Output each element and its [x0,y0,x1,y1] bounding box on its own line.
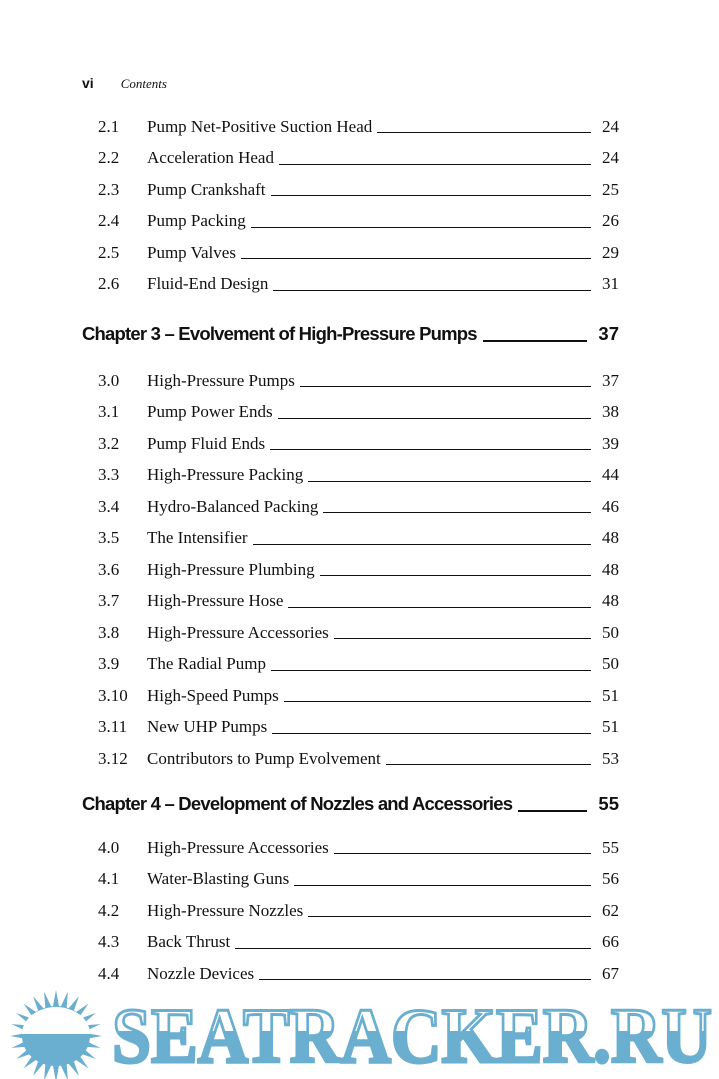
section-number: 4.3 [98,932,120,952]
section-page: 39 [602,433,619,453]
section-list [98,832,619,990]
section-number: 4.0 [98,837,120,857]
section-number: 3.9 [98,654,120,674]
toc-entry[interactable] [98,832,619,864]
section-page: 24 [602,116,619,136]
section-page: 50 [602,622,619,642]
leader-line [284,701,591,702]
leader-line [334,638,591,639]
section-page: 31 [602,274,619,294]
toc-entry[interactable] [98,460,619,492]
section-number: 4.1 [98,869,120,889]
section-title: High-Pressure Nozzles [147,900,304,920]
section-page: 55 [602,837,619,857]
section-title: Nozzle Devices [147,963,255,983]
chapter-title: Chapter 4 – Development of Nozzles and Accessories [82,793,513,814]
section-number: 4.4 [98,963,120,983]
section-number: 3.4 [98,496,120,516]
toc-entry[interactable] [98,649,619,681]
section-title: High-Pressure Accessories [147,622,329,642]
section-title: The Radial Pump [147,654,266,674]
leader-line [483,340,587,342]
toc-entry[interactable] [98,958,619,990]
section-page: 48 [602,559,619,579]
section-number: 3.12 [98,748,128,768]
section-title: Pump Valves [147,242,236,262]
section-title: Pump Power Ends [147,402,273,422]
section-title: High-Pressure Pumps [147,370,295,390]
leader-line [377,132,591,133]
toc-entry[interactable] [98,617,619,649]
section-page: 29 [602,242,619,262]
section-title: Pump Net-Positive Suction Head [147,116,373,136]
leader-line [271,670,591,671]
sun-icon [10,990,102,1079]
chapter-page: 37 [598,323,619,344]
running-header [82,75,167,92]
leader-line [279,164,591,165]
toc-entry[interactable] [98,111,619,143]
section-number: 4.2 [98,900,120,920]
section-number: 3.2 [98,433,120,453]
toc-entry[interactable] [98,554,619,586]
section-number: 2.5 [98,242,120,262]
section-title: Hydro-Balanced Packing [147,496,319,516]
section-number: 2.6 [98,274,120,294]
section-title: New UHP Pumps [147,717,268,737]
leader-line [518,810,587,812]
watermark-text: SEATRACKER.RU [112,992,712,1079]
section-page: 53 [602,748,619,768]
toc-entry[interactable] [98,397,619,429]
leader-line [241,258,591,259]
section-number: 2.3 [98,179,120,199]
leader-line [294,885,591,886]
leader-line [259,979,591,980]
section-number: 3.1 [98,402,120,422]
toc-entry[interactable] [98,680,619,712]
section-page: 48 [602,528,619,548]
leader-line [272,733,591,734]
section-page: 66 [602,932,619,952]
section-title: Pump Crankshaft [147,179,266,199]
section-page: 46 [602,496,619,516]
chapter-page: 55 [598,793,619,814]
toc-entry[interactable] [98,864,619,896]
section-number: 2.1 [98,116,120,136]
section-title: Water-Blasting Guns [147,869,290,889]
section-page: 24 [602,148,619,168]
section-page: 67 [602,963,619,983]
chapter-title: Chapter 3 – Evolvement of High-Pressure Pumps [82,323,477,344]
toc-entry[interactable] [98,586,619,618]
section-page: 50 [602,654,619,674]
leader-line [386,764,591,765]
section-title: Pump Packing [147,211,246,231]
section-list [98,111,619,300]
leader-line [270,449,591,450]
section-page: 51 [602,717,619,737]
section-number: 3.6 [98,559,120,579]
toc-entry[interactable] [98,523,619,555]
section-title: High-Pressure Packing [147,465,304,485]
section-page: 37 [602,370,619,390]
section-title: The Intensifier [147,528,248,548]
chapter-heading[interactable] [82,319,619,349]
running-title: Contents [120,76,167,91]
section-page: 25 [602,179,619,199]
toc-entry[interactable] [98,743,619,775]
toc-entry[interactable] [98,712,619,744]
section-page: 51 [602,685,619,705]
toc-entry[interactable] [98,269,619,301]
section-number: 3.5 [98,528,120,548]
leader-line [320,575,591,576]
toc-entry[interactable] [98,491,619,523]
section-number: 3.10 [98,685,128,705]
toc-entry[interactable] [98,206,619,238]
toc-entry[interactable] [98,237,619,269]
leader-line [288,607,591,608]
section-number: 3.8 [98,622,120,642]
leader-line [273,290,591,291]
section-number: 3.11 [98,717,128,737]
section-title: Contributors to Pump Evolvement [147,748,381,768]
section-title: High-Pressure Accessories [147,837,329,857]
leader-line [323,512,591,513]
section-number: 2.2 [98,148,120,168]
leader-line [235,948,591,949]
section-title: High-Pressure Plumbing [147,559,315,579]
section-title: Back Thrust [147,932,231,952]
section-number: 3.7 [98,591,120,611]
leader-line [308,481,591,482]
section-list [98,365,619,775]
section-title: Fluid-End Design [147,274,269,294]
section-page: 44 [602,465,619,485]
leader-line [334,853,591,854]
section-page: 26 [602,211,619,231]
chapter-heading[interactable] [82,789,619,819]
leader-line [271,195,591,196]
section-page: 56 [602,869,619,889]
leader-line [253,544,591,545]
watermark-logo [0,990,719,1079]
section-number: 3.3 [98,465,120,485]
toc-entry[interactable] [98,927,619,959]
toc-entry[interactable] [98,174,619,206]
section-number: 2.4 [98,211,120,231]
section-title: Acceleration Head [147,148,274,168]
section-title: High-Pressure Hose [147,591,284,611]
section-title: High-Speed Pumps [147,685,279,705]
toc-entry[interactable] [98,365,619,397]
leader-line [251,227,591,228]
toc-entry[interactable] [98,428,619,460]
leader-line [308,916,591,917]
toc-entry[interactable] [98,143,619,175]
section-page: 48 [602,591,619,611]
section-page: 38 [602,402,619,422]
leader-line [300,386,591,387]
page-number: vi [82,75,94,91]
section-number: 3.0 [98,370,120,390]
section-page: 62 [602,900,619,920]
section-title: Pump Fluid Ends [147,433,266,453]
leader-line [278,418,591,419]
toc-entry[interactable] [98,895,619,927]
